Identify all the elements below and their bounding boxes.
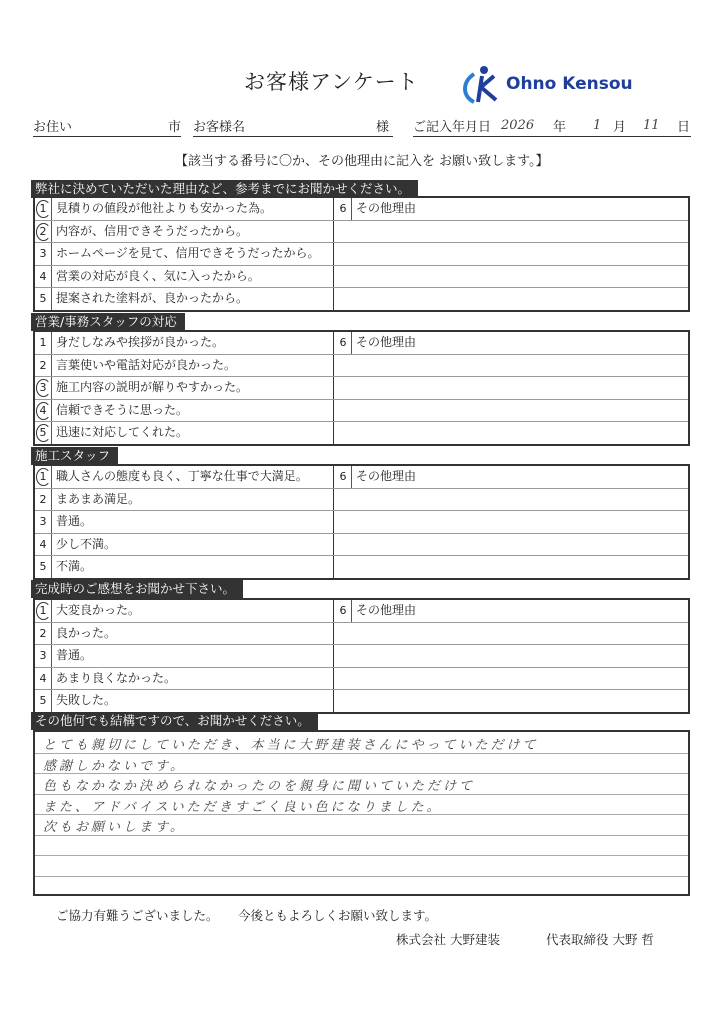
option-row[interactable]: [35, 645, 688, 668]
section-heading: 施工スタッフ: [31, 447, 118, 465]
option-text: 信頼できそうに思った。: [56, 402, 189, 417]
option-text: 普通。: [56, 514, 93, 529]
other-number[interactable]: 6: [335, 600, 352, 622]
free-comment-box[interactable]: [33, 730, 690, 896]
column-divider: [333, 600, 334, 622]
option-number[interactable]: 5: [35, 422, 52, 444]
option-text: ホームページを見て、信用できそうだったから。: [56, 246, 320, 261]
option-text: 迅速に対応してくれた。: [56, 425, 189, 440]
option-row[interactable]: [35, 668, 688, 691]
section-heading: 弊社に決めていただいた理由など、参考までにお聞かせください。: [31, 180, 418, 198]
option-text: 言葉使いや電話対応が良かった。: [56, 357, 237, 372]
column-divider: [333, 266, 334, 288]
year-value: 2026: [501, 118, 535, 133]
option-text: 提案された塗料が、良かったから。: [56, 291, 249, 306]
option-number[interactable]: 1: [35, 600, 52, 622]
option-number[interactable]: 5: [35, 556, 52, 578]
option-text: 営業の対応が良く、気に入ったから。: [56, 268, 260, 283]
section-table: [33, 330, 690, 446]
option-row[interactable]: [35, 511, 688, 534]
column-divider: [333, 556, 334, 578]
option-number[interactable]: 2: [35, 623, 52, 645]
option-text: 見積りの値段が他社よりも安かった為。: [56, 201, 273, 215]
date-field[interactable]: [413, 116, 691, 137]
option-row[interactable]: [35, 377, 688, 400]
option-number[interactable]: 3: [35, 511, 52, 533]
thanks-text: ご協力有難うございました。: [56, 908, 219, 923]
month-value: 1: [593, 118, 602, 133]
other-reason-label: その他理由: [356, 469, 417, 483]
circle-mark: [36, 223, 51, 241]
option-text: 少し不満。: [56, 536, 117, 551]
option-row[interactable]: [35, 534, 688, 557]
option-row[interactable]: [35, 400, 688, 423]
option-text: 職人さんの態度も良く、丁寧な仕事で大満足。: [56, 469, 308, 483]
column-divider: [333, 489, 334, 511]
other-reason-label: その他理由: [356, 603, 417, 617]
column-divider: [333, 511, 334, 533]
option-number[interactable]: 4: [35, 400, 52, 422]
handwritten-comment-line: 次もお願いします。: [43, 820, 186, 835]
column-divider: [333, 243, 334, 265]
date-label: ご記入年月日: [413, 120, 492, 135]
option-text: 不満。: [56, 559, 93, 574]
column-divider: [333, 377, 334, 399]
option-row[interactable]: [35, 466, 688, 489]
option-number[interactable]: 3: [35, 377, 52, 399]
option-number[interactable]: 1: [35, 332, 52, 354]
option-row[interactable]: [35, 690, 688, 712]
column-divider: [333, 466, 334, 488]
day-value: 11: [643, 118, 660, 133]
column-divider: [333, 355, 334, 377]
free-comment-heading: その他何でも結構ですので、お聞かせください。: [31, 712, 318, 730]
company-logo: [460, 64, 633, 104]
option-row[interactable]: [35, 288, 688, 310]
year-label: 年: [553, 120, 567, 135]
column-divider: [333, 400, 334, 422]
section-heading: 営業/事務スタッフの対応: [31, 313, 185, 331]
handwritten-comment-line: とても親切にしていただき、本当に大野建装さんにやっていただけて: [43, 738, 539, 753]
column-divider: [333, 221, 334, 243]
option-number[interactable]: 2: [35, 489, 52, 511]
company-name: 株式会社 大野建装: [396, 932, 500, 947]
column-divider: [333, 645, 334, 667]
handwritten-comment-line: 色もなかなか決められなかったのを親身に聞いていただけて: [43, 779, 476, 794]
handwritten-comment-line: また、アドバイスいただきすごく良い色になりました。: [43, 799, 443, 815]
option-number[interactable]: 4: [35, 668, 52, 690]
option-row[interactable]: [35, 600, 688, 623]
ruled-line: [35, 855, 688, 856]
handwritten-comment-line: 感謝しかないです。: [43, 758, 186, 774]
option-row[interactable]: [35, 556, 688, 578]
address-field[interactable]: [33, 116, 181, 137]
circle-mark: [36, 402, 51, 420]
other-reason-label: その他理由: [356, 335, 417, 349]
option-text: 身だしなみや挨拶が良かった。: [56, 335, 225, 349]
customer-name-field[interactable]: [193, 116, 393, 137]
section-heading: 完成時のご感想をお聞かせ下さい。: [31, 580, 243, 598]
column-divider: [333, 668, 334, 690]
option-row[interactable]: [35, 266, 688, 289]
month-label: 月: [613, 120, 627, 135]
representative-name: 代表取締役 大野 哲: [546, 932, 654, 947]
option-row[interactable]: [35, 332, 688, 355]
option-number[interactable]: 4: [35, 534, 52, 556]
option-row[interactable]: [35, 221, 688, 244]
option-row[interactable]: [35, 422, 688, 444]
column-divider: [333, 288, 334, 310]
option-number[interactable]: 5: [35, 288, 52, 310]
ruled-line: [35, 876, 688, 877]
address-suffix: 市: [167, 120, 181, 135]
column-divider: [333, 623, 334, 645]
option-number[interactable]: 1: [35, 466, 52, 488]
section-table: [33, 464, 690, 580]
option-row[interactable]: [35, 489, 688, 512]
option-row[interactable]: [35, 243, 688, 266]
option-number[interactable]: 1: [35, 198, 52, 220]
option-number[interactable]: 3: [35, 243, 52, 265]
option-text: 内容が、信用できそうだったから。: [56, 223, 249, 238]
option-text: 施工内容の説明が解りやすかった。: [56, 380, 249, 395]
customer-name-label: お客様名: [193, 120, 246, 135]
option-number[interactable]: 2: [35, 221, 52, 243]
option-row[interactable]: [35, 198, 688, 221]
circle-mark: [36, 200, 51, 218]
circle-mark: [36, 602, 51, 620]
section-table: [33, 196, 690, 312]
circle-mark: [36, 468, 51, 486]
regards-text: 今後ともよろしくお願い致します。: [238, 908, 438, 923]
option-number[interactable]: 2: [35, 355, 52, 377]
option-text: 普通。: [56, 648, 93, 663]
column-divider: [333, 422, 334, 444]
instruction-text: 【該当する番号に〇か、その他理由に記入を お願い致します。】: [175, 154, 549, 169]
column-divider: [333, 198, 334, 220]
option-text: 良かった。: [56, 625, 117, 640]
day-label: 日: [677, 120, 691, 135]
option-row[interactable]: [35, 623, 688, 646]
brand-name: Ohno Kensou: [506, 74, 633, 94]
section-table: [33, 598, 690, 714]
option-text: 失敗した。: [56, 693, 117, 708]
column-divider: [333, 534, 334, 556]
customer-name-suffix: 様: [375, 120, 389, 135]
page-title: お客様アンケート: [244, 70, 419, 94]
option-text: 大変良かった。: [56, 603, 141, 617]
option-text: まあまあ満足。: [56, 491, 141, 506]
ohno-kensou-logo-icon: [460, 64, 500, 104]
column-divider: [333, 690, 334, 712]
option-number[interactable]: 4: [35, 266, 52, 288]
option-row[interactable]: [35, 355, 688, 378]
option-number[interactable]: 3: [35, 645, 52, 667]
option-text: あまり良くなかった。: [56, 670, 177, 685]
other-number[interactable]: 6: [335, 466, 352, 488]
other-number[interactable]: 6: [335, 198, 352, 220]
other-reason-label: その他理由: [356, 201, 417, 215]
option-number[interactable]: 5: [35, 690, 52, 712]
address-label: お住い: [33, 120, 73, 135]
other-number[interactable]: 6: [335, 332, 352, 354]
column-divider: [333, 332, 334, 354]
